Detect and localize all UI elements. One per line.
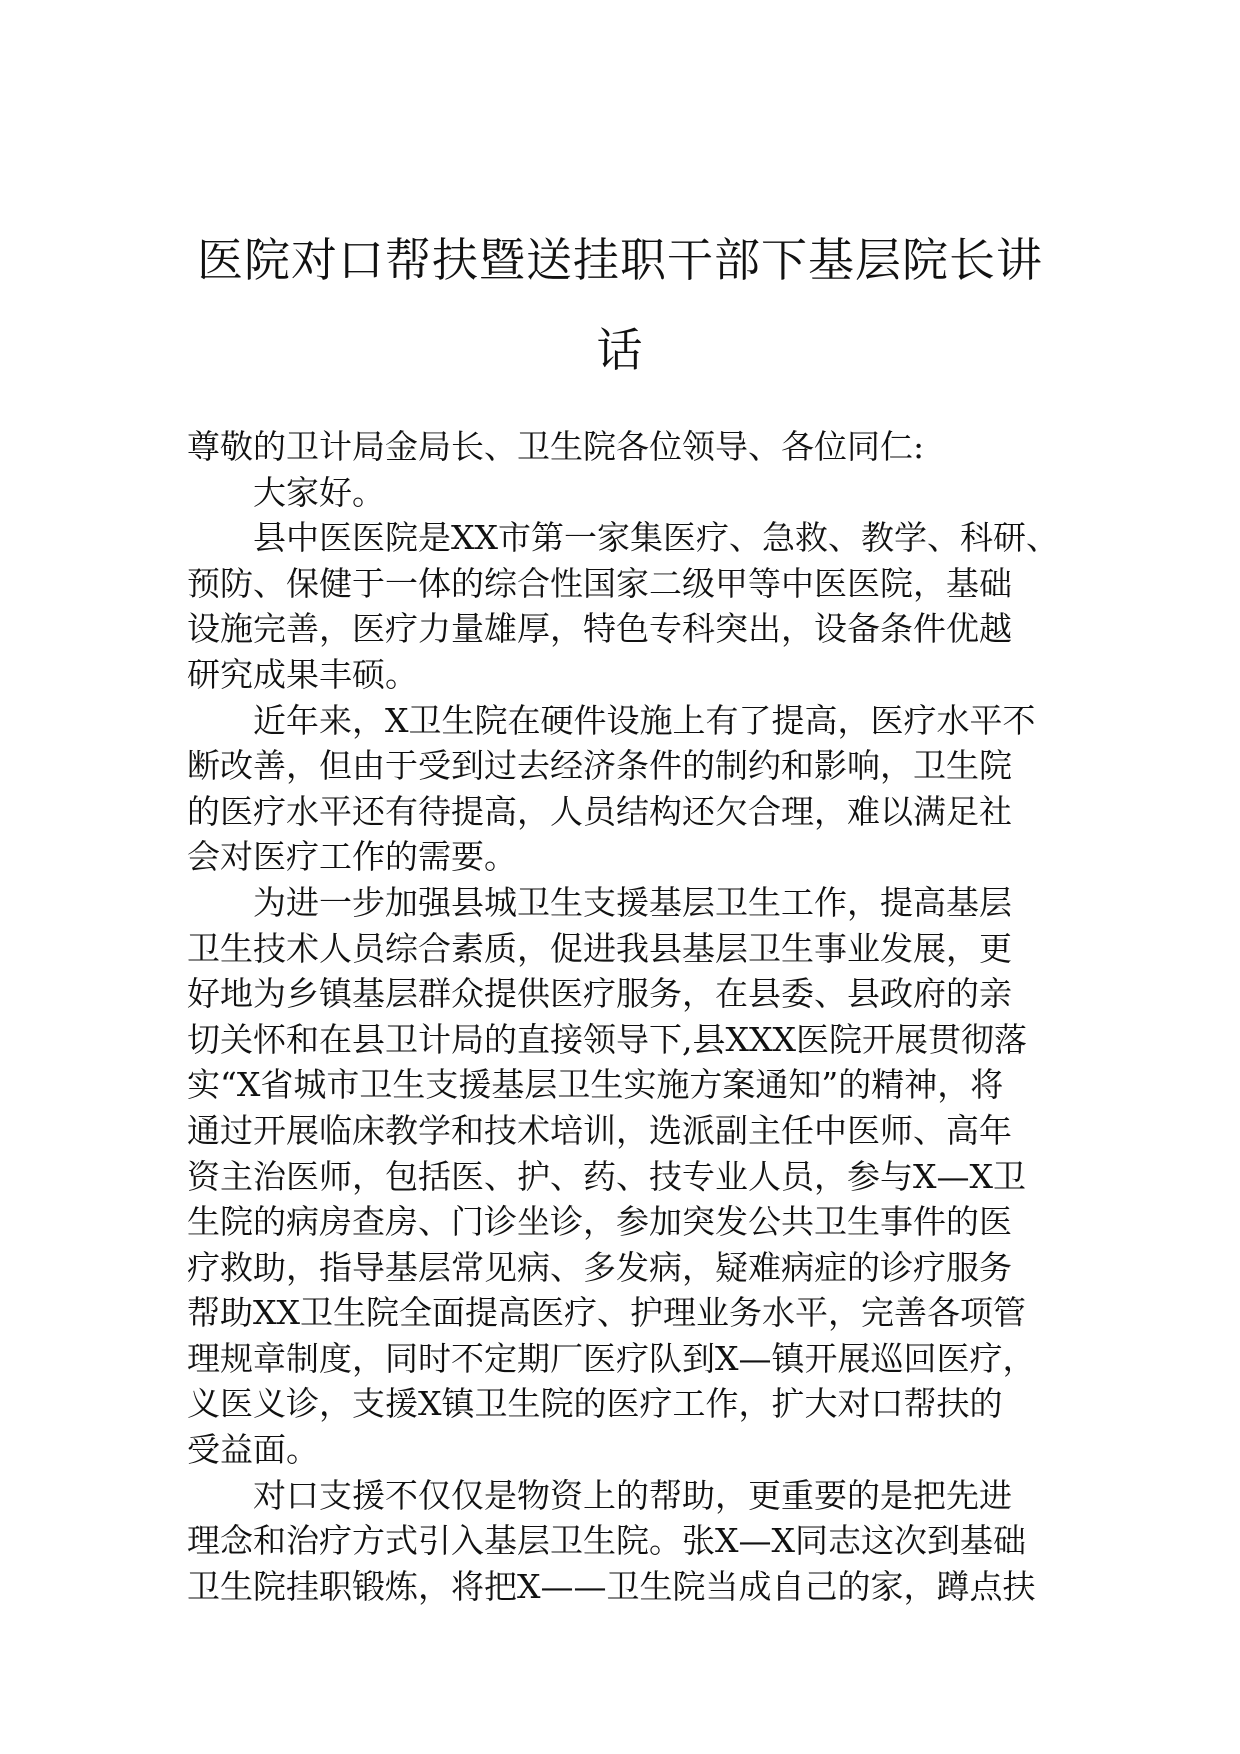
text-line: 好地为乡镇基层群众提供医疗服务，在县委、县政府的亲	[187, 974, 1012, 1014]
text-line: 设施完善，医疗力量雄厚，特色专科突出，设备条件优越	[187, 609, 1012, 649]
text-line: 通过开展临床教学和技术培训，选派副主任中医师、高年	[187, 1110, 1012, 1150]
text-line: 对口支援不仅仅是物资上的帮助，更重要的是把先进	[253, 1475, 1012, 1515]
text-line: 尊敬的卫计局金局长、卫生院各位领导、各位同仁:	[187, 427, 925, 466]
text-line: 县中医医院是XX市第一家集医疗、急救、教学、科研、	[253, 518, 1059, 558]
text-line: 生院的病房查房、门诊坐诊，参加突发公共卫生事件的医	[187, 1202, 1012, 1242]
text-line: 疗救助，指导基层常见病、多发病，疑难病症的诊疗服务	[187, 1247, 1012, 1287]
text-line: 的医疗水平还有待提高，人员结构还欠合理，难以满足社	[187, 791, 1012, 831]
text-line: 卫生技术人员综合素质，促进我县基层卫生事业发展，更	[187, 928, 1012, 968]
text-line: 实“X省城市卫生支援基层卫生实施方案通知”的精神，将	[187, 1065, 1004, 1105]
title-line: 医院对口帮扶暨送挂职干部下基层院长讲	[197, 233, 1043, 287]
text-line: 理念和治疗方式引入基层卫生院。张X—X同志这次到基础	[187, 1521, 1026, 1561]
text-line: 会对医疗工作的需要。	[187, 837, 517, 877]
text-line: 研究成果丰硕。	[187, 654, 418, 694]
text-line: 近年来，X卫生院在硬件设施上有了提高，医疗水平不	[253, 700, 1036, 740]
text-line: 理规章制度，同时不定期厂医疗队到X—镇开展巡回医疗，	[187, 1338, 1036, 1378]
title-line: 话	[596, 323, 644, 377]
text-line: 受益面。	[187, 1430, 319, 1470]
text-line: 帮助XX卫生院全面提高医疗、护理业务水平，完善各项管	[187, 1293, 1026, 1333]
text-line: 资主治医师，包括医、护、药、技专业人员，参与X—X卫	[187, 1156, 1026, 1196]
text-line: 切关怀和在县卫计局的直接领导下,县XXX医院开展贯彻落	[187, 1019, 1027, 1059]
text-line: 断改善，但由于受到过去经济条件的制约和影响，卫生院	[187, 746, 1012, 786]
text-line: 大家好。	[253, 472, 385, 512]
document-body	[187, 424, 1067, 1609]
text-line: 义医义诊，支援X镇卫生院的医疗工作，扩大对口帮扶的	[187, 1384, 1003, 1424]
text-line: 预防、保健于一体的综合性国家二级甲等中医医院，基础	[187, 563, 1012, 603]
text-line: 为进一步加强县城卫生支援基层卫生工作，提高基层	[253, 882, 1012, 922]
text-line: 卫生院挂职锻炼，将把X——卫生院当成自己的家，蹲点扶	[187, 1566, 1036, 1606]
document-title	[150, 215, 1090, 395]
